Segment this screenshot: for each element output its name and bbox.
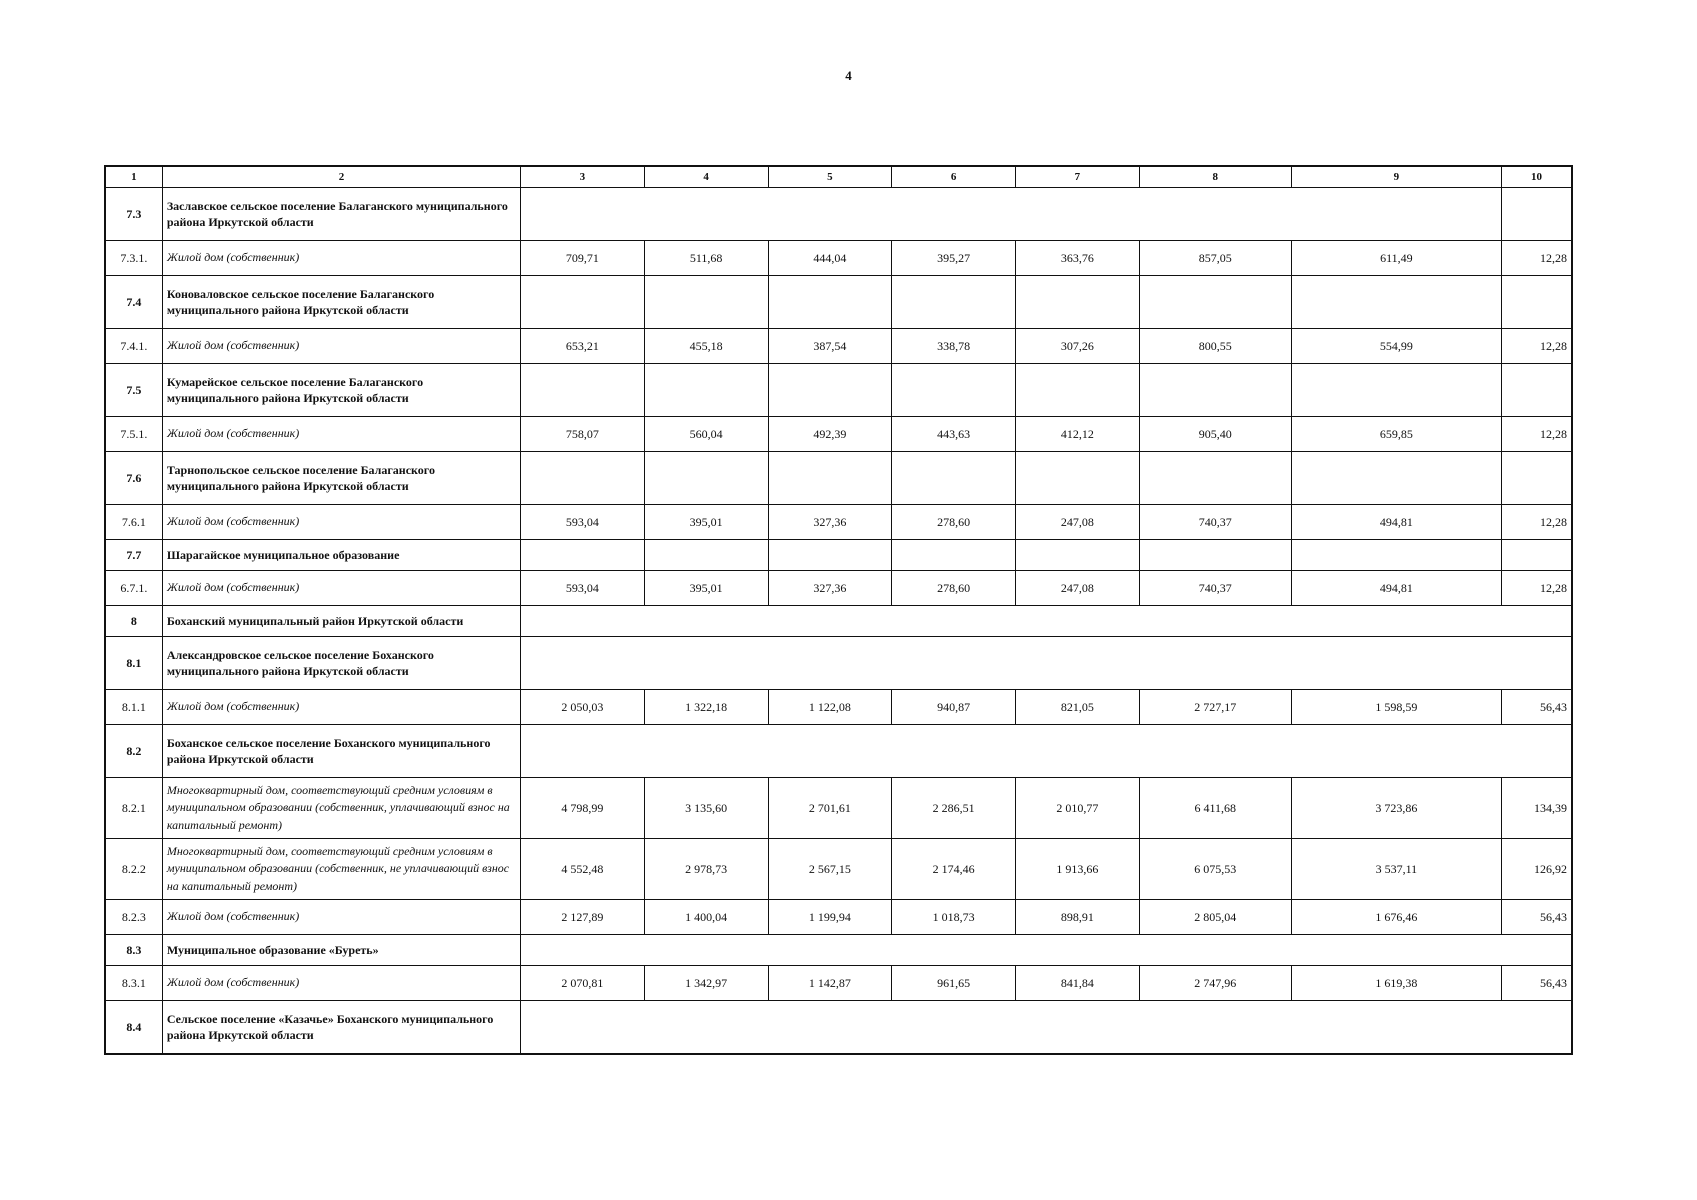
empty-cell [521,1001,1572,1055]
empty-cell [1139,452,1291,505]
value-cell: 740,37 [1139,505,1291,540]
value-cell: 2 567,15 [768,839,892,900]
row-code: 8.3.1 [105,966,162,1001]
column-header: 10 [1501,166,1572,188]
empty-cell [644,276,768,329]
value-cell: 1 342,97 [644,966,768,1001]
group-name: Муниципальное образование «Буреть» [162,935,520,966]
value-cell: 2 747,96 [1139,966,1291,1001]
value-cell: 593,04 [521,571,645,606]
value-cell: 611,49 [1291,241,1501,276]
value-cell: 940,87 [892,690,1016,725]
group-row [105,452,1572,505]
item-name: Многоквартирный дом, соответствующий средним условиям в муниципальном образовании (собственник, уплачивающий взнос на капитальный ремонт) [162,778,520,839]
row-code: 8.1 [105,637,162,690]
empty-cell [1139,364,1291,417]
table-row [105,690,1572,725]
value-cell: 1 598,59 [1291,690,1501,725]
value-cell: 511,68 [644,241,768,276]
value-cell: 653,21 [521,329,645,364]
empty-cell [1291,364,1501,417]
value-cell: 857,05 [1139,241,1291,276]
value-cell: 4 552,48 [521,839,645,900]
table-row [105,329,1572,364]
empty-cell [1291,540,1501,571]
item-name: Жилой дом (собственник) [162,505,520,540]
value-cell: 1 400,04 [644,900,768,935]
table-row [105,505,1572,540]
value-cell: 494,81 [1291,505,1501,540]
empty-cell [892,540,1016,571]
empty-cell [644,452,768,505]
column-header-row [105,166,1572,188]
value-cell: 395,01 [644,505,768,540]
row-code: 8.2 [105,725,162,778]
value-cell: 593,04 [521,505,645,540]
row-code: 8.4 [105,1001,162,1055]
empty-cell [1501,540,1572,571]
value-cell: 560,04 [644,417,768,452]
column-header: 5 [768,166,892,188]
value-cell: 898,91 [1016,900,1140,935]
value-cell: 961,65 [892,966,1016,1001]
item-name: Жилой дом (собственник) [162,571,520,606]
value-cell: 1 619,38 [1291,966,1501,1001]
column-header: 4 [644,166,768,188]
value-cell: 12,28 [1501,417,1572,452]
value-cell: 6 075,53 [1139,839,1291,900]
value-cell: 247,08 [1016,571,1140,606]
table-body [105,166,1572,1054]
row-code: 8.1.1 [105,690,162,725]
table-row [105,900,1572,935]
group-name: Боханский муниципальный район Иркутской области [162,606,520,637]
value-cell: 1 018,73 [892,900,1016,935]
group-name: Сельское поселение «Казачье» Боханского муниципального района Иркутской области [162,1001,520,1055]
value-cell: 412,12 [1016,417,1140,452]
row-code: 8 [105,606,162,637]
tariff-table [104,165,1573,1055]
item-name: Жилой дом (собственник) [162,900,520,935]
item-name: Жилой дом (собственник) [162,966,520,1001]
value-cell: 1 122,08 [768,690,892,725]
table-row [105,966,1572,1001]
empty-cell [768,452,892,505]
value-cell: 56,43 [1501,900,1572,935]
value-cell: 2 070,81 [521,966,645,1001]
empty-cell [892,276,1016,329]
value-cell: 758,07 [521,417,645,452]
table-row [105,571,1572,606]
value-cell: 2 286,51 [892,778,1016,839]
row-code: 8.2.1 [105,778,162,839]
empty-cell [521,276,645,329]
value-cell: 363,76 [1016,241,1140,276]
empty-cell [521,637,1572,690]
group-name: Кумарейское сельское поселение Балаганского муниципального района Иркутской области [162,364,520,417]
value-cell: 126,92 [1501,839,1572,900]
value-cell: 2 174,46 [892,839,1016,900]
table-row [105,417,1572,452]
value-cell: 278,60 [892,571,1016,606]
group-row [105,540,1572,571]
value-cell: 841,84 [1016,966,1140,1001]
empty-cell [521,935,1572,966]
value-cell: 492,39 [768,417,892,452]
empty-cell [1501,364,1572,417]
value-cell: 395,01 [644,571,768,606]
group-row [105,1001,1572,1055]
value-cell: 134,39 [1501,778,1572,839]
value-cell: 709,71 [521,241,645,276]
empty-cell [1016,364,1140,417]
value-cell: 494,81 [1291,571,1501,606]
row-code: 7.4 [105,276,162,329]
row-code: 7.6 [105,452,162,505]
empty-cell [1291,452,1501,505]
group-row [105,606,1572,637]
value-cell: 444,04 [768,241,892,276]
value-cell: 2 978,73 [644,839,768,900]
value-cell: 2 010,77 [1016,778,1140,839]
column-header: 9 [1291,166,1501,188]
empty-cell [768,364,892,417]
value-cell: 1 913,66 [1016,839,1140,900]
row-code: 7.7 [105,540,162,571]
item-name: Жилой дом (собственник) [162,241,520,276]
value-cell: 821,05 [1016,690,1140,725]
value-cell: 12,28 [1501,505,1572,540]
empty-cell [644,364,768,417]
row-code: 8.2.3 [105,900,162,935]
empty-cell [1139,276,1291,329]
value-cell: 554,99 [1291,329,1501,364]
item-name: Жилой дом (собственник) [162,417,520,452]
group-name: Заславское сельское поселение Балаганского муниципального района Иркутской области [162,188,520,241]
item-name: Жилой дом (собственник) [162,329,520,364]
empty-cell [1016,540,1140,571]
empty-cell [892,452,1016,505]
group-row [105,935,1572,966]
value-cell: 12,28 [1501,329,1572,364]
value-cell: 247,08 [1016,505,1140,540]
row-code: 6.7.1. [105,571,162,606]
row-code: 8.2.2 [105,839,162,900]
column-header: 3 [521,166,645,188]
group-row [105,188,1572,241]
column-header: 6 [892,166,1016,188]
row-code: 7.5.1. [105,417,162,452]
group-name: Шарагайское муниципальное образование [162,540,520,571]
item-name: Жилой дом (собственник) [162,690,520,725]
value-cell: 659,85 [1291,417,1501,452]
empty-cell [892,364,1016,417]
group-row [105,637,1572,690]
empty-cell [768,276,892,329]
value-cell: 1 199,94 [768,900,892,935]
row-code: 7.4.1. [105,329,162,364]
row-code: 7.3.1. [105,241,162,276]
group-name: Коноваловское сельское поселение Балаганского муниципального района Иркутской области [162,276,520,329]
empty-cell [1016,452,1140,505]
empty-cell [1501,188,1572,241]
value-cell: 2 701,61 [768,778,892,839]
value-cell: 4 798,99 [521,778,645,839]
value-cell: 387,54 [768,329,892,364]
value-cell: 455,18 [644,329,768,364]
value-cell: 3 537,11 [1291,839,1501,900]
column-header: 7 [1016,166,1140,188]
value-cell: 3 135,60 [644,778,768,839]
empty-cell [644,540,768,571]
empty-cell [768,540,892,571]
group-name: Александровское сельское поселение Боханского муниципального района Иркутской области [162,637,520,690]
value-cell: 3 723,86 [1291,778,1501,839]
value-cell: 327,36 [768,505,892,540]
table-row [105,241,1572,276]
value-cell: 12,28 [1501,571,1572,606]
value-cell: 56,43 [1501,690,1572,725]
empty-cell [1016,276,1140,329]
table-row [105,839,1572,900]
column-header: 1 [105,166,162,188]
value-cell: 2 727,17 [1139,690,1291,725]
column-header: 2 [162,166,520,188]
empty-cell [1501,452,1572,505]
value-cell: 6 411,68 [1139,778,1291,839]
value-cell: 395,27 [892,241,1016,276]
group-row [105,725,1572,778]
item-name: Многоквартирный дом, соответствующий средним условиям в муниципальном образовании (собственник, не уплачивающий взнос на капитальный ремонт) [162,839,520,900]
value-cell: 905,40 [1139,417,1291,452]
value-cell: 740,37 [1139,571,1291,606]
empty-cell [521,606,1572,637]
empty-cell [521,725,1572,778]
value-cell: 12,28 [1501,241,1572,276]
value-cell: 338,78 [892,329,1016,364]
empty-cell [521,188,1502,241]
row-code: 8.3 [105,935,162,966]
row-code: 7.3 [105,188,162,241]
empty-cell [521,452,645,505]
row-code: 7.6.1 [105,505,162,540]
value-cell: 1 676,46 [1291,900,1501,935]
empty-cell [521,540,645,571]
value-cell: 1 322,18 [644,690,768,725]
group-name: Тарнопольское сельское поселение Балаганского муниципального района Иркутской области [162,452,520,505]
empty-cell [1139,540,1291,571]
row-code: 7.5 [105,364,162,417]
value-cell: 2 050,03 [521,690,645,725]
empty-cell [1291,276,1501,329]
value-cell: 2 127,89 [521,900,645,935]
empty-cell [521,364,645,417]
value-cell: 1 142,87 [768,966,892,1001]
group-row [105,364,1572,417]
value-cell: 443,63 [892,417,1016,452]
column-header: 8 [1139,166,1291,188]
value-cell: 2 805,04 [1139,900,1291,935]
value-cell: 800,55 [1139,329,1291,364]
page-number: 4 [845,68,852,83]
empty-cell [1501,276,1572,329]
value-cell: 307,26 [1016,329,1140,364]
value-cell: 56,43 [1501,966,1572,1001]
group-row [105,276,1572,329]
group-name: Боханское сельское поселение Боханского муниципального района Иркутской области [162,725,520,778]
value-cell: 327,36 [768,571,892,606]
value-cell: 278,60 [892,505,1016,540]
table-row [105,778,1572,839]
